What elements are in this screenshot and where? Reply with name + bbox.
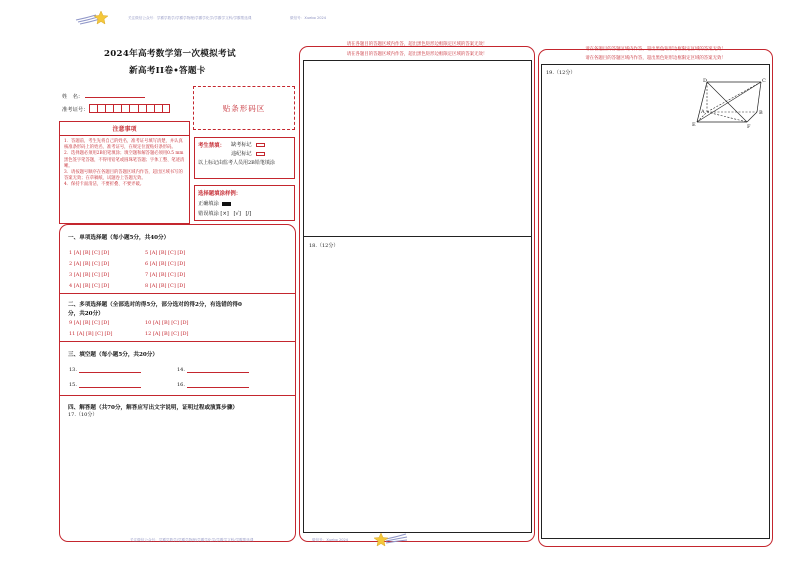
violation-checkbox[interactable] — [256, 152, 265, 156]
star-logo-icon — [370, 531, 408, 547]
q10-choice[interactable]: 10 [A] [B] [C] [D] — [145, 320, 189, 326]
divider-1 — [60, 293, 295, 294]
zkz-field[interactable] — [62, 104, 170, 113]
zkz-digit-box[interactable] — [89, 104, 97, 113]
figure-label-e: E — [692, 122, 696, 128]
q11-choice[interactable]: 11 [A] [B] [C] [D] — [69, 331, 113, 337]
q16-line[interactable] — [187, 387, 249, 388]
q1-choice[interactable]: 1 [A] [B] [C] [D] — [69, 250, 110, 256]
section2-title-line1: 二、多项选择题（全部选对的得5分，部分选对的得2分，有选错的得0 — [68, 302, 242, 308]
q13-label: 13. — [69, 367, 77, 373]
zkz-digit-box[interactable] — [113, 104, 121, 113]
name-field[interactable] — [62, 92, 145, 100]
filled-mark-icon — [222, 202, 231, 206]
zkz-digit-box[interactable] — [138, 104, 146, 113]
notice-item: 4．保持卡面清洁，不要折叠、不要弄破。 — [64, 182, 145, 188]
q2-choice[interactable]: 2 [A] [B] [C] [D] — [69, 261, 110, 267]
q13-line[interactable] — [79, 372, 141, 373]
absent-note: 以上标记由监考人员用2B铅笔填涂 — [198, 160, 275, 166]
barcode-label: 贴条形码区 — [222, 103, 266, 113]
zkz-digit-box[interactable] — [162, 104, 170, 113]
q15-line[interactable] — [79, 387, 141, 388]
absent-title: 考生禁填： — [198, 143, 225, 149]
q14-label: 14. — [177, 367, 185, 373]
q13-blank[interactable] — [69, 367, 141, 373]
zkz-digit-box[interactable] — [129, 104, 137, 113]
exam-subtitle: 新高考II卷•答题卡 — [129, 66, 206, 76]
q12-choice[interactable]: 12 [A] [B] [C] [D] — [145, 331, 189, 337]
section1-title: 一、单项选择题（每小题5分，共40分） — [68, 235, 170, 241]
figure-label-c: C — [762, 78, 766, 84]
notice-item: 2．选择题必须用2B铅笔填涂；填空题和解答题必须用0.5 mm黑色签字笔答题，不得用铅笔或圆珠笔答题；字体工整、笔迹清晰。 — [64, 151, 185, 169]
q18-label: 18.（12分） — [309, 243, 339, 249]
fill-sample-box — [194, 185, 295, 221]
middle-warning-2: 请在各题目的答题区域内作答，超出黑色矩形边框限定区域的答案无效！ — [346, 52, 488, 57]
notice-item: 3．请按题号顺序在各题目的答题区域内作答，超出区域书写的答案无效；在草稿纸、试题卷上答题无效。 — [64, 170, 183, 182]
q7-choice[interactable]: 7 [A] [B] [C] [D] — [145, 272, 186, 278]
figure-label-b: B — [759, 110, 763, 116]
right-warning-2: 请在各题目的答题区域内作答，超出黑色矩形边框限定区域的答案无效！ — [585, 56, 726, 61]
notice-box — [59, 121, 190, 224]
wrong-sample — [198, 210, 291, 217]
figure-label-d: D — [703, 78, 708, 84]
correct-sample — [198, 200, 291, 207]
absent-label: 缺考标记 — [230, 142, 252, 148]
absent-box — [194, 137, 295, 179]
name-input-line[interactable] — [85, 97, 145, 98]
zkz-label: 准考证号： — [62, 106, 89, 113]
divider-3 — [60, 395, 295, 396]
exam-title: 2024年高考数学第一次模拟考试 — [104, 49, 236, 59]
q6-choice[interactable]: 6 [A] [B] [C] [D] — [145, 261, 186, 267]
star-logo-icon — [74, 9, 112, 25]
q17-continue-area[interactable] — [305, 61, 531, 235]
q15-blank[interactable] — [69, 382, 141, 388]
name-label: 姓 名： — [62, 94, 84, 100]
zkz-digit-box[interactable] — [146, 104, 154, 113]
violation-label: 违纪标记 — [230, 151, 252, 157]
q3-choice[interactable]: 3 [A] [B] [C] [D] — [69, 272, 110, 278]
wrong-mark-1: [×] — [220, 211, 229, 217]
section4-title: 四、解答题（共70分，解答应写出文字说明，证明过程或演算步骤） — [68, 405, 239, 411]
zkz-digit-box[interactable] — [154, 104, 162, 113]
q17-label: 17.（10分） — [68, 412, 98, 418]
zkz-boxes[interactable] — [89, 104, 171, 113]
header-text: 关注微信公众号：学霸学数学/学霸学物理/学霸学化学/学霸学文科/学霸帮选课 — [128, 16, 252, 20]
absent-row[interactable] — [231, 141, 265, 148]
q16-label: 16. — [177, 382, 185, 388]
zkz-digit-box[interactable] — [105, 104, 113, 113]
q14-line[interactable] — [187, 372, 249, 373]
wrong-label: 错误填涂 — [198, 211, 219, 217]
q5-choice[interactable]: 5 [A] [B] [C] [D] — [145, 250, 186, 256]
header-date: 微信号：Xuebo 2024 — [290, 16, 327, 20]
q19-answer-area[interactable] — [543, 80, 768, 536]
notice-item: 1．答题前，考生先将自己的姓名，准考证号填写清楚，并认真核准条形码上的姓名、准考证号，在规定位置贴好条形码。 — [64, 139, 183, 151]
footer-text: 关注微信公众号：学霸学数学/学霸学物理/学霸学化学/学霸学文科/学霸帮选课 — [130, 538, 254, 542]
q14-blank[interactable] — [177, 367, 249, 373]
barcode-area — [193, 86, 295, 130]
footer-date: 微信号：Xuebo 2024 — [312, 538, 349, 542]
q4-choice[interactable]: 4 [A] [B] [C] [D] — [69, 283, 110, 289]
q16-blank[interactable] — [177, 382, 249, 388]
wrong-mark-3: [/] — [245, 211, 252, 217]
q15-label: 15. — [69, 382, 77, 388]
violation-row[interactable] — [231, 150, 265, 157]
q8-choice[interactable]: 8 [A] [B] [C] [D] — [145, 283, 186, 289]
absent-checkbox[interactable] — [256, 143, 265, 147]
fill-sample-title: 选择题填涂样例： — [198, 191, 242, 197]
q17-answer-area[interactable] — [62, 420, 292, 538]
section2-title-line2: 分，共20分） — [68, 311, 104, 317]
correct-label: 正确填涂 — [198, 201, 219, 207]
figure-label-f: F — [747, 124, 751, 130]
divider-2 — [60, 341, 295, 342]
q9-choice[interactable]: 9 [A] [B] [C] [D] — [69, 320, 110, 326]
q18-answer-area[interactable] — [305, 250, 531, 530]
notice-title: 注意事项 — [60, 122, 189, 136]
notice-list — [60, 136, 189, 189]
figure-label-a: A — [701, 109, 705, 115]
zkz-digit-box[interactable] — [97, 104, 105, 113]
middle-divider — [304, 236, 531, 237]
right-warning-top: 请在各题目的答题区域内作答，超出黑色矩形边框限定区域的答案无效！ — [585, 47, 726, 52]
wrong-mark-2: [√] — [233, 211, 241, 217]
header-logo — [74, 9, 112, 29]
footer-logo — [370, 531, 408, 551]
section3-title: 三、填空题（每小题5分，共20分） — [68, 352, 158, 358]
middle-warning-top: 请在各题目的答题区域内作答，超出黑色矩形边框限定区域的答案无效！ — [346, 42, 488, 47]
zkz-digit-box[interactable] — [121, 104, 129, 113]
q19-label: 19.（12分） — [546, 70, 576, 76]
